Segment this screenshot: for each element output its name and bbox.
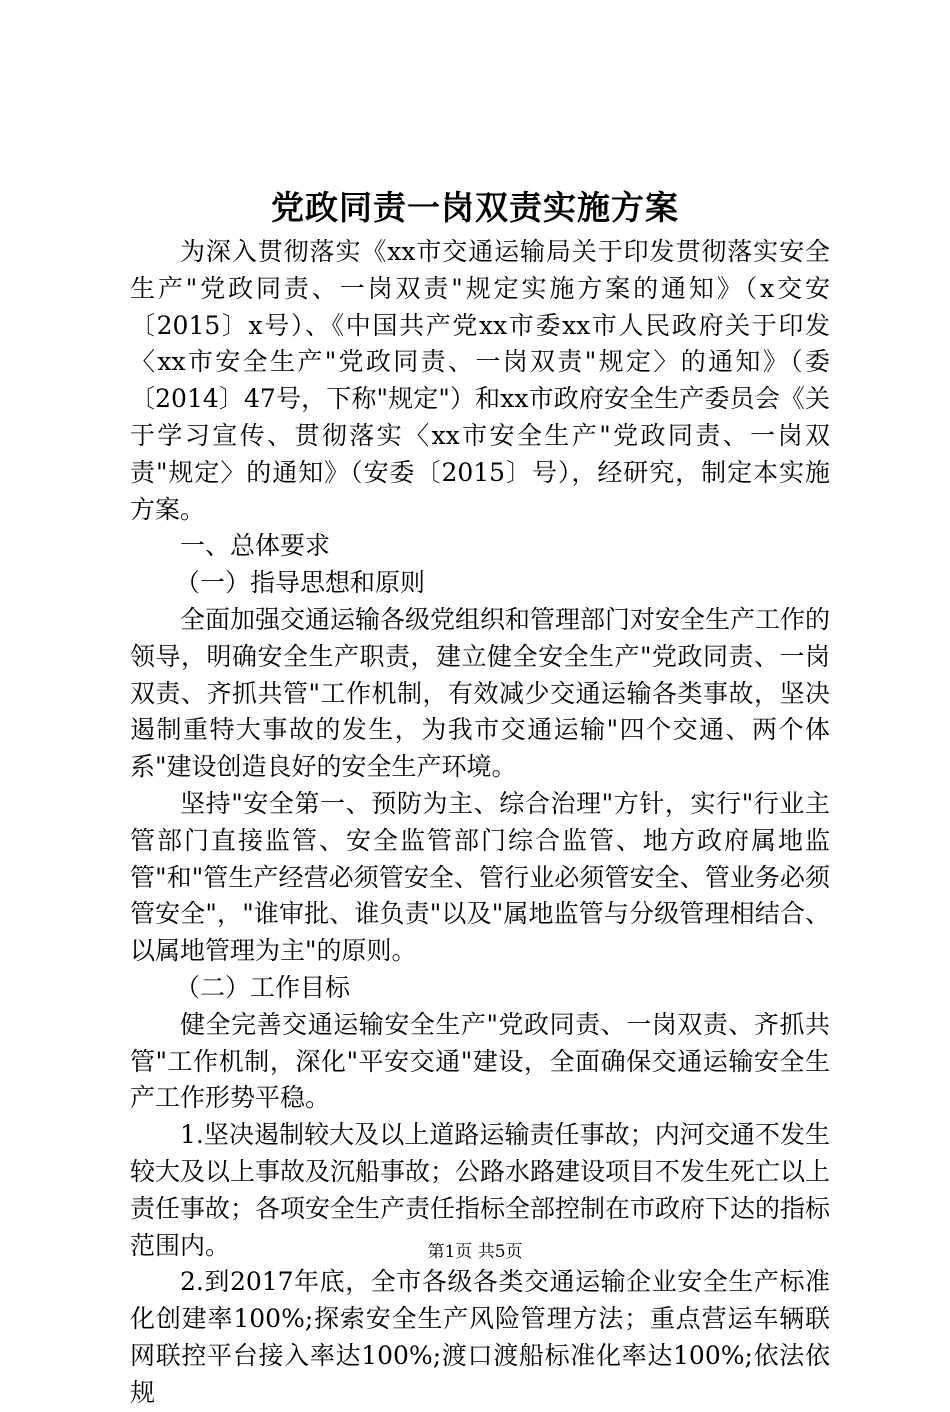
- section-heading: 一、总体要求: [180, 531, 331, 561]
- body-paragraph: 健全完善交通运输安全生产"党政同责、一岗双责、齐抓共管"工作机制，深化"平安交通"建设，全面确保交通运输安全生产工作形势平稳。: [130, 1009, 830, 1113]
- body-paragraph: 2.到2017年底，全市各级各类交通运输企业安全生产标准化创建率100%;探索安全生产风险管理方法；重点营运车辆联网联控平台接入率达100%;渡口渡船标准化率达100%;依法依规: [130, 1267, 830, 1407]
- body-paragraph: 为深入贯彻落实《xx市交通运输局关于印发贯彻落实安全生产"党政同责、一岗双责"规定实施方案的通知》（x交安〔2015〕x号）、《中国共产党xx市委xx市人民政府关于印发〈xx市安全生产"党政同责、一岗双责"规定〉的通知》（委〔2014〕47号，下称"规定"）和xx市政府安全生产委员会《关于学习宣传、贯彻落实〈xx市安全生产"党政同责、一岗双责"规定〉的通知》（安委〔2015〕号），经研究，制定本实施方案。: [130, 237, 830, 524]
- subsection-heading: （二）工作目标: [175, 972, 351, 1002]
- body-paragraph: 全面加强交通运输各级党组织和管理部门对安全生产工作的领导，明确安全生产职责，建立健全安全生产"党政同责、一岗双责、齐抓共管"工作机制，有效减少交通运输各类事故，坚决遏制重特大事故的发生，为我市交通运输"四个交通、两个体系"建设创造良好的安全生产环境。: [130, 604, 831, 782]
- body-paragraph: 1.坚决遏制较大及以上道路运输责任事故；内河交通不发生较大及以上事故及沉船事故；公路水路建设项目不发生死亡以上责任事故；各项安全生产责任指标全部控制在市政府下达的指标范围内。: [130, 1120, 831, 1260]
- document-body: [130, 234, 830, 1412]
- document-title: 党政同责一岗双责实施方案: [271, 188, 679, 227]
- page-footer: 第1页 共5页: [427, 1242, 523, 1262]
- body-paragraph: 坚持"安全第一、预防为主、综合治理"方针，实行"行业主管部门直接监管、安全监管部门综合监管、地方政府属地监管"和"管生产经营必须管安全、管行业必须管安全、管业务必须管安全"，"谁审批、谁负责"以及"属地监管与分级管理相结合、以属地管理为主"的原则。: [130, 788, 830, 966]
- subsection-heading: （一）指导思想和原则: [175, 568, 426, 598]
